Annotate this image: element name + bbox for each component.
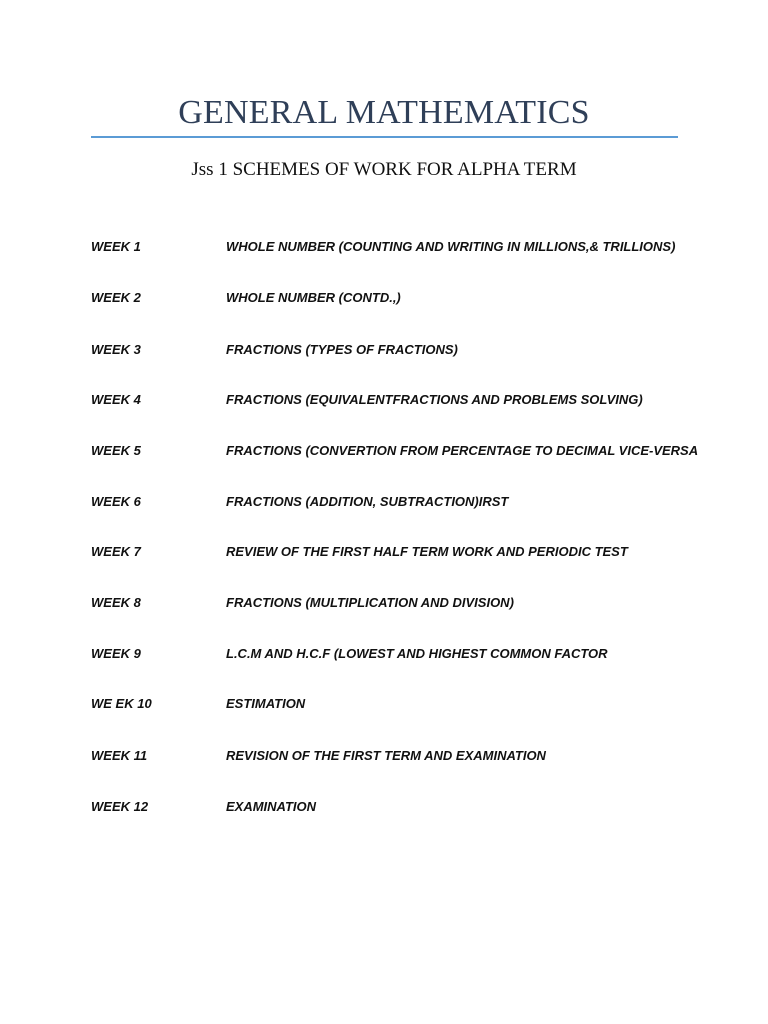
schedule-row-week-2 <box>0 288 768 308</box>
week-topic: L.C.M AND H.C.F (LOWEST AND HIGHEST COMMON FACTOR <box>226 646 608 661</box>
week-label: WEEK 9 <box>91 646 141 661</box>
week-topic: FRACTIONS (CONVERTION FROM PERCENTAGE TO DECIMAL VICE-VERSA <box>226 443 699 458</box>
week-topic: WHOLE NUMBER (CONTD.,) <box>226 290 401 305</box>
title-underline <box>91 136 678 138</box>
schedule-row-week-1 <box>0 237 768 257</box>
week-topic: EXAMINATION <box>226 799 317 814</box>
document-title: GENERAL MATHEMATICS <box>178 94 590 131</box>
week-label: WEEK 8 <box>91 595 141 610</box>
schedule-row-week-6 <box>0 492 768 512</box>
schedule-row-week-7 <box>0 542 768 562</box>
week-label: WEEK 4 <box>91 392 141 407</box>
schedule-row-week-4 <box>0 390 768 410</box>
week-label: WEEK 2 <box>91 290 141 305</box>
schedule-row-week-11 <box>0 746 768 766</box>
week-label: WEEK 6 <box>91 494 141 509</box>
week-topic: FRACTIONS (ADDITION, SUBTRACTION)IRST <box>226 494 509 509</box>
week-label: WEEK 1 <box>91 239 141 254</box>
week-topic: FRACTIONS (MULTIPLICATION AND DIVISION) <box>226 595 514 610</box>
week-topic: FRACTIONS (EQUIVALENTFRACTIONS AND PROBLEMS SOLVING) <box>226 392 643 407</box>
schedule-row-week-3 <box>0 340 768 360</box>
week-label: WEEK 5 <box>91 443 141 458</box>
week-label: WEEK 11 <box>91 748 148 763</box>
schedule-row-week-10 <box>0 694 768 714</box>
week-label: WEEK 12 <box>91 799 149 814</box>
week-topic: REVIEW OF THE FIRST HALF TERM WORK AND PERIODIC TEST <box>226 544 628 559</box>
week-label: WEEK 3 <box>91 342 141 357</box>
document-subtitle: Jss 1 SCHEMES OF WORK FOR ALPHA TERM <box>191 159 577 180</box>
schedule-row-week-8 <box>0 593 768 613</box>
schedule-row-week-12 <box>0 797 768 817</box>
week-topic: ESTIMATION <box>226 696 306 711</box>
week-label: WEEK 7 <box>91 544 141 559</box>
week-topic: WHOLE NUMBER (COUNTING AND WRITING IN MILLIONS,& TRILLIONS) <box>226 239 676 254</box>
schedule-row-week-9 <box>0 644 768 664</box>
week-topic: REVISION OF THE FIRST TERM AND EXAMINATION <box>226 748 546 763</box>
week-topic: FRACTIONS (TYPES OF FRACTIONS) <box>226 342 458 357</box>
week-label: WE EK 10 <box>91 696 152 711</box>
schedule-row-week-5 <box>0 441 768 461</box>
